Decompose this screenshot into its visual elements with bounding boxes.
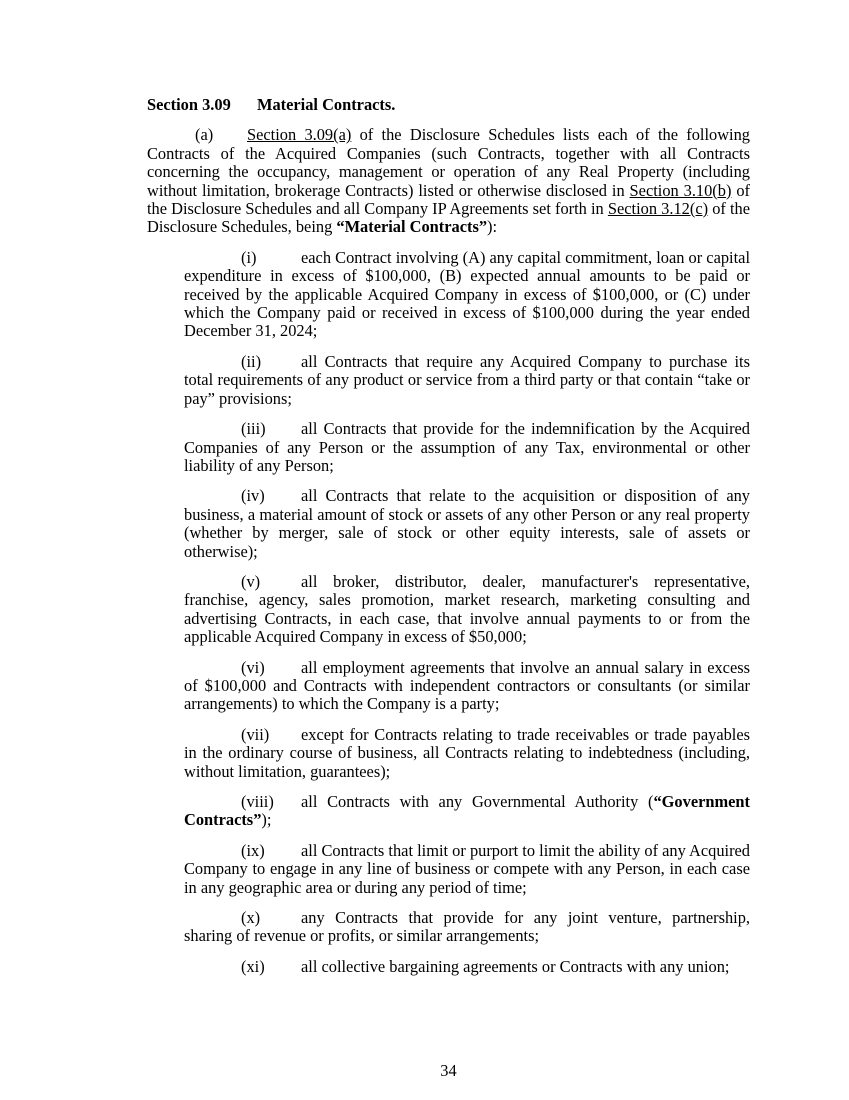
item-text: all Contracts that provide for the indemnification by the Acquired Companies of any Person or the assumption of any Tax, environmental or other liability of any Person;: [184, 419, 750, 475]
item-text: );: [261, 810, 272, 830]
section-number: Section 3.09: [147, 95, 231, 114]
xref-section-3-09a: Section 3.09(a): [247, 125, 352, 145]
item-number: (v): [241, 571, 261, 591]
item-text: all employment agreements that involve an annual salary in excess of $100,000 and Contracts with independent contractors or consultants (or similar arrangements) to which the Company is a party;: [184, 657, 750, 714]
paragraph-a-text: of the Disclosure Schedules lists each of the following Contracts of the Acquired Companies (such Contracts, together with all Contracts concerning the occupancy, management or operation of any Real Property (including without limitation, brokerage Contracts) listed or otherwise disclosed in: [147, 125, 750, 200]
section-title: Material Contracts.: [257, 95, 396, 114]
item-text: all broker, distributor, dealer, manufacturer's representative, franchise, agency, sales promotion, market research, marketing consulting and advertising Contracts, in each case, that involve annual payments to or from the applicable Acquired Company in excess of $50,000;: [184, 571, 750, 647]
list-item-x: [184, 909, 750, 946]
item-text: all collective bargaining agreements or Contracts with any union;: [301, 956, 730, 976]
xref-section-3-10b: Section 3.10(b): [629, 180, 732, 200]
paragraph-a: [147, 126, 750, 236]
item-number: (ix): [241, 840, 265, 860]
item-text: each Contract involving (A) any capital commitment, loan or capital expenditure in excess of $100,000, (B) expected annual amounts to be paid or received by the applicable Acquired Company in excess of $100,000, or (C) under which the Company paid or received in excess of $100,000 during the year ended December 31, 2024;: [184, 247, 750, 341]
defined-term-material-contracts: “Material Contracts”: [336, 217, 488, 237]
item-number: (xi): [241, 956, 265, 976]
list-item-vi: [184, 659, 750, 714]
paragraph-a-label: (a): [195, 125, 214, 145]
item-number: (ii): [241, 351, 262, 371]
list-item-i: [184, 249, 750, 341]
defined-term-government-contracts: “Government Contracts”: [184, 792, 750, 830]
section-heading: [147, 96, 750, 114]
list-item-vii: [184, 726, 750, 781]
item-text: all Contracts that relate to the acquisition or disposition of any business, a material amount of stock or assets of any other Person or any real property (whether by merger, sale of stock or other equity interests, sale of assets or otherwise);: [184, 486, 750, 561]
paragraph-a-text: of the Disclosure Schedules, being: [147, 199, 751, 237]
item-text: except for Contracts relating to trade receivables or trade payables in the ordinary course of business, all Contracts relating to indebtedness (including, without limitation, guarantees);: [184, 724, 750, 781]
list-item-viii: [184, 793, 750, 830]
item-number: (i): [241, 247, 257, 267]
item-text: all Contracts that limit or purport to limit the ability of any Acquired Company to engage in any line of business or compete with any Person, in each case in any geographic area or during any period of time;: [184, 840, 750, 897]
item-text: all Contracts that require any Acquired Company to purchase its total requirements of any product or service from a third party or that contain “take or pay” provisions;: [184, 351, 750, 408]
page-number: 34: [440, 1061, 457, 1080]
list-item-ii: [184, 353, 750, 408]
list-item-ix: [184, 842, 750, 897]
item-text: any Contracts that provide for any joint venture, partnership, sharing of revenue or profits, or similar arrangements;: [184, 908, 750, 946]
item-number: (vii): [241, 724, 270, 744]
paragraph-a-text: ):: [487, 217, 498, 237]
item-text: all Contracts with any Governmental Authority (: [301, 792, 654, 811]
item-number: (x): [241, 908, 261, 928]
item-number: (iii): [241, 419, 266, 439]
list-item-v: [184, 573, 750, 647]
item-number: (iv): [241, 486, 265, 506]
xref-section-3-12c: Section 3.12(c): [607, 199, 709, 219]
document-body: [147, 96, 750, 988]
item-number: (viii): [241, 792, 274, 811]
paragraph-a-text: of the Disclosure Schedules and all Company IP Agreements set forth in: [147, 180, 750, 219]
list-item-xi: [184, 958, 750, 976]
list-item-iv: [184, 487, 750, 561]
item-number: (vi): [241, 657, 265, 677]
list-item-iii: [184, 420, 750, 475]
